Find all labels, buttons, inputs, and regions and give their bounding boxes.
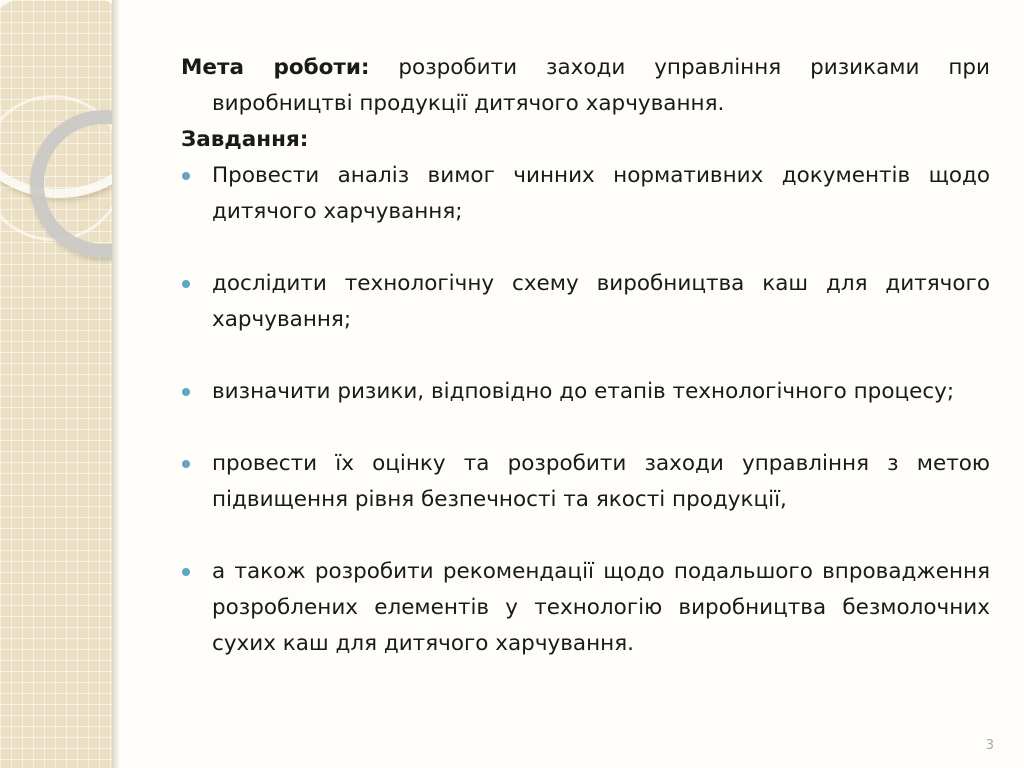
task-text: а також розробити рекомендації щодо подальшого впровадження розроблених елементів у технологію виробництва безмолочних сухих каш для дитячого харчування. bbox=[212, 559, 990, 656]
slide-content bbox=[181, 50, 990, 662]
side-panel-shadow bbox=[112, 0, 120, 768]
bullet-dot-icon bbox=[182, 280, 190, 288]
task-item bbox=[181, 158, 990, 230]
bullet-dot-icon bbox=[182, 172, 190, 180]
bullet-dot-icon bbox=[182, 388, 190, 396]
task-text: визначити ризики, відповідно до етапів технологічного процесу; bbox=[212, 379, 955, 404]
goal-paragraph bbox=[181, 50, 990, 122]
bullet-dot-icon bbox=[182, 460, 190, 468]
task-item bbox=[181, 446, 990, 518]
task-item bbox=[181, 554, 990, 662]
goal-text: розробити заходи управління ризиками при виробництві продукції дитячого харчування. bbox=[212, 55, 990, 116]
task-text: провести їх оцінку та розробити заходи управління з метою підвищення рівня безпечності та якості продукції, bbox=[212, 451, 990, 512]
bullet-dot-icon bbox=[182, 568, 190, 576]
task-text: Провести аналіз вимог чинних нормативних документів щодо дитячого харчування; bbox=[212, 163, 990, 224]
tasks-heading: Завдання: bbox=[181, 127, 309, 152]
tasks-list bbox=[181, 158, 990, 662]
task-item bbox=[181, 374, 990, 410]
task-item bbox=[181, 266, 990, 338]
goal-label: Мета роботи: bbox=[181, 55, 370, 80]
task-text: дослідити технологічну схему виробництва каш для дитячого харчування; bbox=[212, 271, 990, 332]
decorative-side-panel bbox=[0, 0, 112, 768]
page-number: 3 bbox=[985, 738, 994, 753]
